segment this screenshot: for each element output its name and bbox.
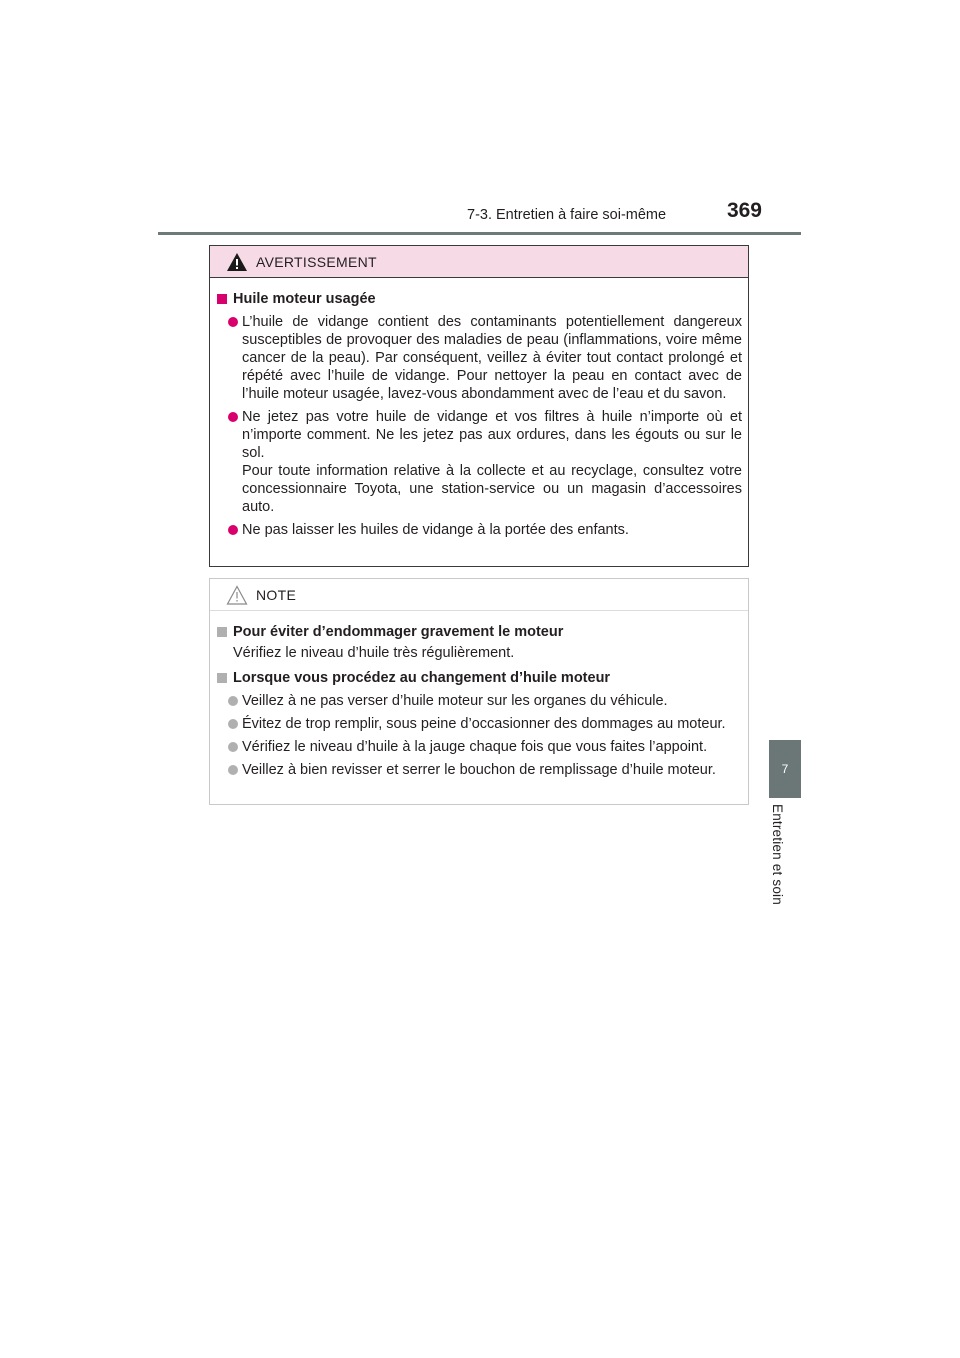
- note-section-title: [216, 669, 742, 687]
- header-rule: [158, 232, 801, 235]
- round-bullet-icon: [228, 412, 238, 422]
- note-bullet-text: Veillez à ne pas verser d’huile moteur sur les organes du véhicule.: [242, 693, 668, 709]
- square-bullet-icon: [217, 294, 227, 304]
- warning-box-header: [210, 246, 748, 278]
- caution-outline-triangle-icon: [226, 585, 248, 605]
- warning-bullet: [216, 521, 742, 539]
- square-bullet-icon: [217, 673, 227, 683]
- warning-bullet-text: Ne pas laisser les huiles de vidange à la portée des enfants.: [242, 522, 629, 538]
- note-body: [210, 611, 748, 779]
- note-bullet-text: Veillez à bien revisser et serrer le bouchon de remplissage d’huile moteur.: [242, 762, 716, 778]
- note-section-title-text: Pour éviter d’endommager gravement le moteur: [233, 624, 564, 640]
- round-bullet-icon: [228, 696, 238, 706]
- note-section-title-text: Lorsque vous procédez au changement d’huile moteur: [233, 670, 611, 686]
- page-number: 369: [726, 199, 762, 222]
- warning-bullet: [216, 313, 742, 403]
- warning-section-title: [216, 290, 742, 308]
- note-title: NOTE: [256, 586, 297, 603]
- chapter-tab: 7: [769, 740, 801, 798]
- round-bullet-icon: [228, 317, 238, 327]
- warning-bullet-text: L’huile de vidange contient des contaminants potentiellement dangereux susceptibles de provoquer des maladies de peau (inflammations, voire même cancer de la peau). Par conséquent, veillez à éviter tout contact prolongé et répété avec l’huile de vidange. Pour nettoyer la peau en contact avec de l’huile moteur usagée, lavez-vous abondamment avec de l’eau et du savon.: [242, 314, 742, 402]
- warning-bullet-text: Ne jetez pas votre huile de vidange et vos filtres à huile n’importe où et n’importe comment. Ne les jetez pas aux ordures, dans les égouts ou sur le sol.: [242, 409, 742, 461]
- warning-bullet-text: Pour toute information relative à la collecte et au recyclage, consultez votre concessionnaire Toyota, une station-service ou un magasin d’accessoires auto.: [242, 463, 742, 515]
- round-bullet-icon: [228, 719, 238, 729]
- note-bullet: [216, 692, 742, 710]
- note-bullet-text: Vérifiez le niveau d’huile à la jauge chaque fois que vous faites l’appoint.: [242, 739, 708, 755]
- warning-section-title-text: Huile moteur usagée: [233, 291, 376, 307]
- note-bullet: [216, 761, 742, 779]
- note-box: [209, 578, 749, 805]
- chapter-tab-label: Entretien et soin: [770, 804, 785, 905]
- round-bullet-icon: [228, 742, 238, 752]
- round-bullet-icon: [228, 525, 238, 535]
- note-section-title: [216, 623, 742, 641]
- warning-triangle-icon: [226, 252, 248, 272]
- warning-box: [209, 245, 749, 567]
- warning-bullet: [216, 408, 742, 516]
- square-bullet-icon: [217, 627, 227, 637]
- round-bullet-icon: [228, 765, 238, 775]
- note-bullet: [216, 738, 742, 756]
- running-header-section: 7-3. Entretien à faire soi-même: [467, 207, 667, 223]
- warning-body: [210, 278, 748, 539]
- note-bullet-text: Évitez de trop remplir, sous peine d’occasionner des dommages au moteur.: [242, 716, 726, 732]
- note-box-header: [210, 579, 748, 611]
- note-section-text: Vérifiez le niveau d’huile très régulièrement.: [233, 645, 515, 661]
- warning-title: AVERTISSEMENT: [256, 253, 377, 270]
- note-bullet: [216, 715, 742, 733]
